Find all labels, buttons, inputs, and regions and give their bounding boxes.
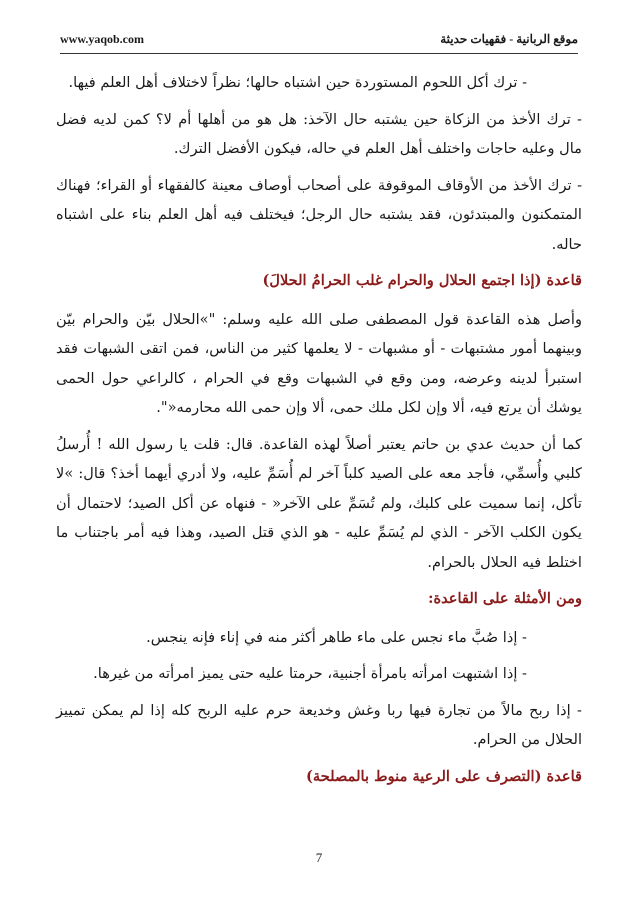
paragraph-hadith-halal: وأصل هذه القاعدة قول المصطفى صلى الله عليه وسلم: "»الحلال بيّن والحرام بيّن وبينهما أمور مشتبهات - أو مشبهات - لا يعلمها كثير من الناس، فمن اتقى الشبهات فقد استبرأ لدينه وعرضه، ومن وقع في الشبهات وقع في الحرام ، كالراعي حول الحمى يوشك أن يرتع فيه، ألا وإن لكل ملك حمى، ألا وإن حمى الله محارمه«".	[56, 310, 582, 416]
example-confused-wife: - إذا اشتبهت امرأته بامرأة أجنبية، حرمتا عليه حتى يميز امرأته من غيرها.	[93, 665, 527, 682]
site-title: موقع الربانية - فقهيات حديثة	[440, 32, 578, 46]
paragraph-imported-meat: - ترك أكل اللحوم المستوردة حين اشتباه حالها؛ نظراً لاختلاف أهل العلم فيها.	[68, 74, 527, 91]
paragraph-endowments: - ترك الأخذ من الأوقاف الموقوفة على أصحاب أوصاف معينة كالفقهاء أو القراء؛ فهناك المتمكنون والمبتدئون، فقد يشتبه حال الرجل؛ فيختلف فيه أهل العلم بناء على اشتباه حاله.	[56, 176, 582, 253]
paragraph-hadith-adi: كما أن حديث عدي بن حاتم يعتبر أصلاً لهذه القاعدة. قال: قلت يا رسول الله ! أُرسلُ كلبي وأُسمِّي، فأجد معه على الصيد كلباً آخر لم أُسَمِّ عليه، ولا أدري أيهما أخذ؟ قال: »لا تأكل، إنما سميت على كلبك، ولم تُسَمِّ على الآخر« - فنهاه عن أكل الصيد؛ لاحتمال أن يكون الكلب الآخر - الذي لم يُسَمِّ عليه - هو الذي قتل الصيد، وهذا فيه أمر باجتناب ما اختلط فيه الحلال بالحرام.	[56, 435, 582, 571]
examples-heading: ومن الأمثلة على القاعدة:	[428, 590, 582, 607]
example-mixed-profit: - إذا ربح مالاً من تجارة فيها ربا وغش وخديعة حرم عليه الربح كله إذا لم يمكن تمييز الحلال من الحرام.	[56, 701, 582, 748]
paragraph-zakat: - ترك الأخذ من الزكاة حين يشتبه حال الآخذ: هل هو من أهلها أم لا؟ كمن لديه فضل مال وعليه حاجات واختلف أهل العلم في حاله، فيكون الأفضل الترك.	[56, 110, 582, 157]
body-text	[56, 68, 582, 800]
header-rule	[60, 53, 578, 54]
site-url[interactable]: www.yaqob.com	[60, 32, 145, 46]
page-number: 7	[315, 850, 323, 865]
rule-heading-public-interest: قاعدة (التصرف على الرعية منوط بالمصلحة)	[306, 767, 582, 785]
rule-heading-halal-haram: قاعدة (إذا اجتمع الحلال والحرام غلب الحرامُ الحلالَ)	[262, 272, 582, 289]
example-impure-water: - إذا صُبَّ ماء نجس على ماء طاهر أكثر منه في إناء فإنه ينجس.	[146, 628, 527, 646]
page-header	[60, 32, 578, 52]
